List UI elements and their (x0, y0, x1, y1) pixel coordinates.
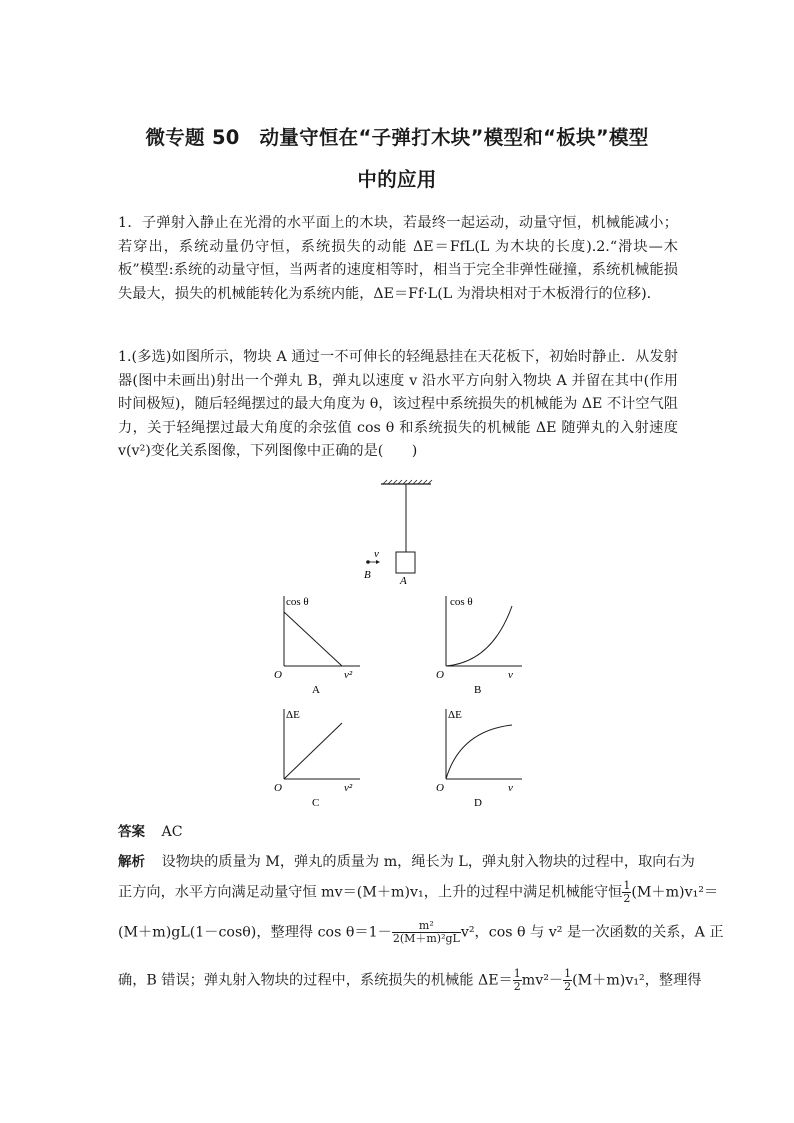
fraction-numerator: 1 (564, 967, 572, 980)
analysis-text-4c: (M＋m)v₁²，整理得 (572, 972, 702, 989)
fraction-denominator: 2 (513, 980, 521, 993)
origin-label: O (274, 669, 282, 681)
option-letter: A (312, 684, 320, 696)
analysis-line-3 (118, 920, 724, 945)
fraction-numerator: m² (392, 920, 461, 933)
option-letter: D (474, 797, 482, 809)
velocity-label: v (374, 548, 379, 560)
fraction-denominator: 2(M＋m)²gL (392, 932, 460, 945)
analysis-text-4b: mv²－ (521, 972, 564, 989)
analysis-line-4 (118, 968, 701, 993)
graph-curve (284, 723, 342, 779)
ceiling-hatch (383, 480, 432, 484)
analysis-text-3b: v²，cos θ 与 v² 是一次函数的关系，A 正 (460, 924, 724, 941)
graph-curve (446, 725, 512, 779)
block-label: A (400, 575, 407, 587)
analysis-text-1: 设物块的质量为 M，弹丸的质量为 m，绳长为 L，弹丸射入物块的过程中，取向右为 (161, 854, 695, 870)
graph-d (434, 705, 534, 810)
fraction-half-3 (563, 968, 572, 993)
answer-value: AC (161, 824, 183, 840)
fraction-denominator: 2 (564, 980, 572, 993)
x-axis-label: v² (344, 669, 353, 681)
fraction-denominator: 2 (623, 892, 631, 905)
analysis-text-2a: 正方向，水平方向满足动量守恒 mv＝(M＋m)v₁，上升的过程中满足机械能守恒 (118, 884, 623, 901)
analysis-line-2 (118, 880, 718, 905)
analysis-text-2b: (M＋m)v₁²＝ (631, 884, 719, 901)
graph-curve (446, 606, 512, 666)
y-axis-label: cos θ (450, 596, 473, 608)
arrow-head (376, 560, 380, 564)
graph-b (434, 592, 534, 697)
origin-label: O (436, 669, 444, 681)
origin-label: O (274, 782, 282, 794)
fraction-half-2 (513, 968, 522, 993)
block-a (396, 552, 415, 573)
x-axis-label: v (508, 669, 513, 681)
fraction-numerator: 1 (623, 879, 631, 892)
fraction-cos (392, 920, 461, 945)
graph-c (272, 705, 372, 810)
page-title-line-1: 微专题 50 动量守恒在“子弹打木块”模型和“板块”模型 (145, 126, 649, 149)
y-axis-label: cos θ (286, 596, 309, 608)
analysis-text-3a: (M＋m)gL(1－cosθ)，整理得 cos θ＝1－ (118, 924, 392, 941)
y-axis-label: ΔE (286, 709, 300, 721)
graph-a (272, 592, 372, 697)
x-axis-label: v (508, 782, 513, 794)
analysis-line-1 (118, 850, 695, 871)
question-paragraph: 1.(多选)如图所示，物块 A 通过一不可伸长的轻绳悬挂在天花板下，初始时静止．从发射器(图中未画出)射出一个弹丸 B，弹丸以速度 v 沿水平方向射入物块 A 并留在其中(作用时间极短)，随后轻绳摆过的最大角度为 θ，该过程中系统损失的机械能为 ΔE 不计空气阻力，关于轻绳摆过最大角度的余弦值 cos θ 和系统损失的机械能 ΔE 随弹丸的入射速度 v(v²)变化关系图像，下列图像中正确的是( ) (118, 349, 678, 459)
fraction-numerator: 1 (513, 967, 521, 980)
summary-paragraph: 1．子弹射入静止在光滑的水平面上的木块，若最终一起运动，动量守恒，机械能减小；若穿出，系统动量仍守恒，系统损失的动能 ΔE＝FfL(L 为木块的长度).2.“滑块—木板”模型:系统的动量守恒，当两者的速度相等时，相当于完全非弹性碰撞，系统机械能损失最大，损失的机械能转化为系统内能，ΔE＝Ff·L(L 为滑块相对于木板滑行的位移). (118, 215, 678, 302)
fraction-half (622, 880, 631, 905)
graph-curve (284, 612, 342, 666)
origin-label: O (436, 782, 444, 794)
x-axis-label: v² (344, 782, 353, 794)
analysis-text-4a: 确，B 错误；弹丸射入物块的过程中，系统损失的机械能 ΔE＝ (118, 972, 513, 989)
pendulum-figure (350, 478, 450, 588)
bullet-label: B (364, 569, 371, 581)
option-letter: B (474, 684, 482, 696)
analysis-label: 解析 (118, 854, 145, 870)
answer-label: 答案 (118, 824, 145, 840)
option-letter: C (312, 797, 320, 809)
page-title-line-2: 中的应用 (357, 168, 437, 191)
y-axis-label: ΔE (448, 709, 462, 721)
answer-line (118, 820, 183, 840)
